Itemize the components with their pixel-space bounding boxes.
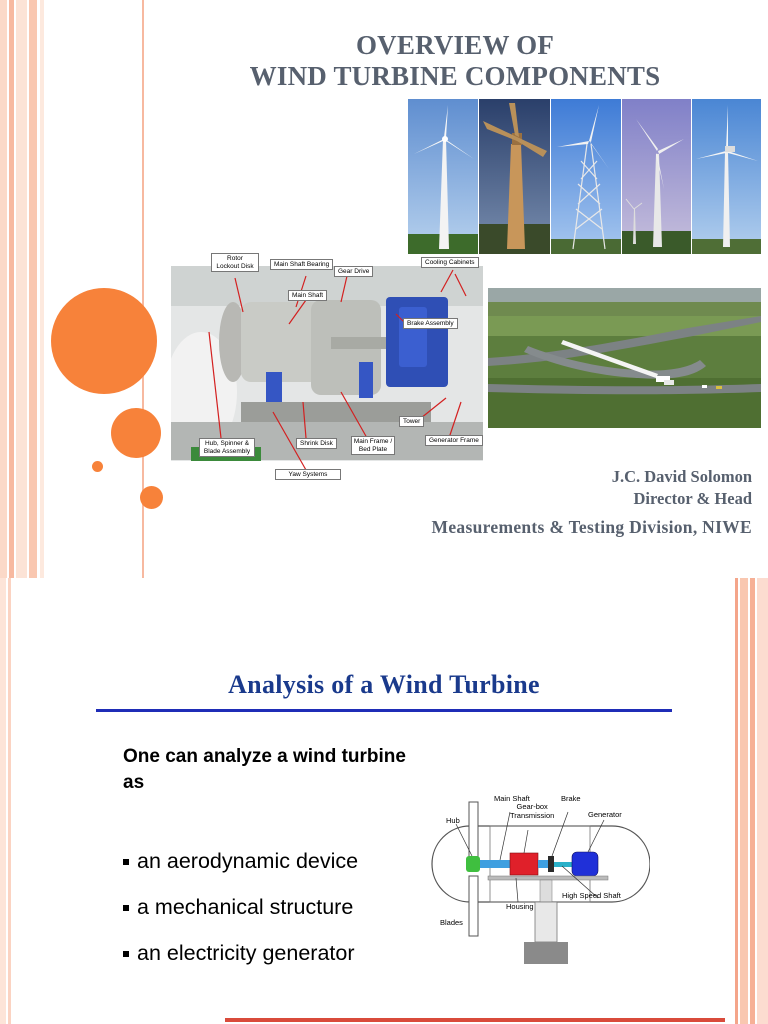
diagram-label-main-shaft: Main Shaft xyxy=(494,794,530,803)
bullet-item: an electricity generator xyxy=(123,930,358,976)
left-stripe xyxy=(8,578,11,1024)
turbine-image xyxy=(551,99,621,254)
turbine-photo-2 xyxy=(478,99,550,254)
title-line-1: OVERVIEW OF xyxy=(355,30,555,60)
diagram-label-brake: Brake xyxy=(561,794,581,803)
slide-title xyxy=(160,30,750,92)
right-stripe xyxy=(757,578,768,1024)
bullet-icon xyxy=(123,905,129,911)
turbine-image xyxy=(479,99,550,254)
label-tower: Tower xyxy=(399,416,424,427)
bullet-list xyxy=(123,838,358,976)
right-stripe xyxy=(735,578,738,1024)
nacelle-schematic xyxy=(428,790,650,968)
bottom-divider xyxy=(225,1018,725,1022)
slide-analysis xyxy=(0,578,768,1024)
left-stripe xyxy=(0,0,7,578)
left-stripe xyxy=(0,578,6,1024)
bullet-item: a mechanical structure xyxy=(123,884,358,930)
label-main-shaft-bearing: Main Shaft Bearing xyxy=(270,259,333,270)
label-gear-drive: Gear Drive xyxy=(334,266,373,277)
highway-image xyxy=(488,288,761,428)
diagram-label-blades: Blades xyxy=(440,918,463,927)
label-main-shaft: Main Shaft xyxy=(288,290,327,301)
diagram-label-hub: Hub xyxy=(446,816,460,825)
label-cooling-cabinets: Cooling Cabinets xyxy=(421,257,479,268)
diagram-label-generator: Generator xyxy=(588,810,622,819)
decorative-circle-large xyxy=(51,288,157,394)
title-underline xyxy=(96,709,672,712)
turbine-photo-5 xyxy=(691,99,761,254)
bullet-icon xyxy=(123,951,129,957)
bullet-item: an aerodynamic device xyxy=(123,838,358,884)
turbine-image xyxy=(408,99,478,254)
blade-transport-photo xyxy=(488,288,761,428)
nacelle-cutaway-photo xyxy=(171,252,483,478)
left-stripe xyxy=(16,0,27,578)
turbine-photo-4 xyxy=(621,99,691,254)
right-stripe xyxy=(750,578,755,1024)
label-main-frame-bed-plate: Main Frame / Bed Plate xyxy=(351,436,395,455)
decorative-circle-small xyxy=(140,486,163,509)
diagram-label-high-speed-shaft: High Speed Shaft xyxy=(562,891,621,900)
turbine-image xyxy=(622,99,691,254)
decorative-circle-tiny xyxy=(92,461,103,472)
author-division: Measurements & Testing Division, NIWE xyxy=(431,517,752,537)
slide-title: Analysis of a Wind Turbine xyxy=(228,670,540,699)
label-yaw-systems: Yaw Systems xyxy=(275,469,341,480)
diagram-label-housing: Housing xyxy=(506,902,534,911)
left-stripe xyxy=(40,0,44,578)
turbine-photo-strip xyxy=(408,99,761,254)
diagram-label-gearbox: Gear-box Transmission xyxy=(510,802,555,820)
label-rotor-lockout-disk: Rotor Lockout Disk xyxy=(211,253,259,272)
author-role: Director & Head xyxy=(633,489,752,508)
author-block xyxy=(432,466,752,538)
left-stripe xyxy=(29,0,37,578)
label-hub-spinner-blade: Hub, Spinner & Blade Assembly xyxy=(199,438,255,457)
right-stripe xyxy=(740,578,748,1024)
turbine-image xyxy=(692,99,761,254)
label-shrink-disk: Shrink Disk xyxy=(296,438,337,449)
bullet-icon xyxy=(123,859,129,865)
intro-text: One can analyze a wind turbine as xyxy=(123,746,406,793)
label-generator-frame: Generator Frame xyxy=(425,435,483,446)
turbine-photo-1 xyxy=(408,99,478,254)
author-name: J.C. David Solomon xyxy=(611,467,752,486)
left-stripe xyxy=(9,0,14,578)
label-brake-assembly: Brake Assembly xyxy=(403,318,458,329)
turbine-photo-3 xyxy=(550,99,621,254)
decorative-circle-medium xyxy=(111,408,161,458)
title-line-2: WIND TURBINE COMPONENTS xyxy=(249,61,661,91)
